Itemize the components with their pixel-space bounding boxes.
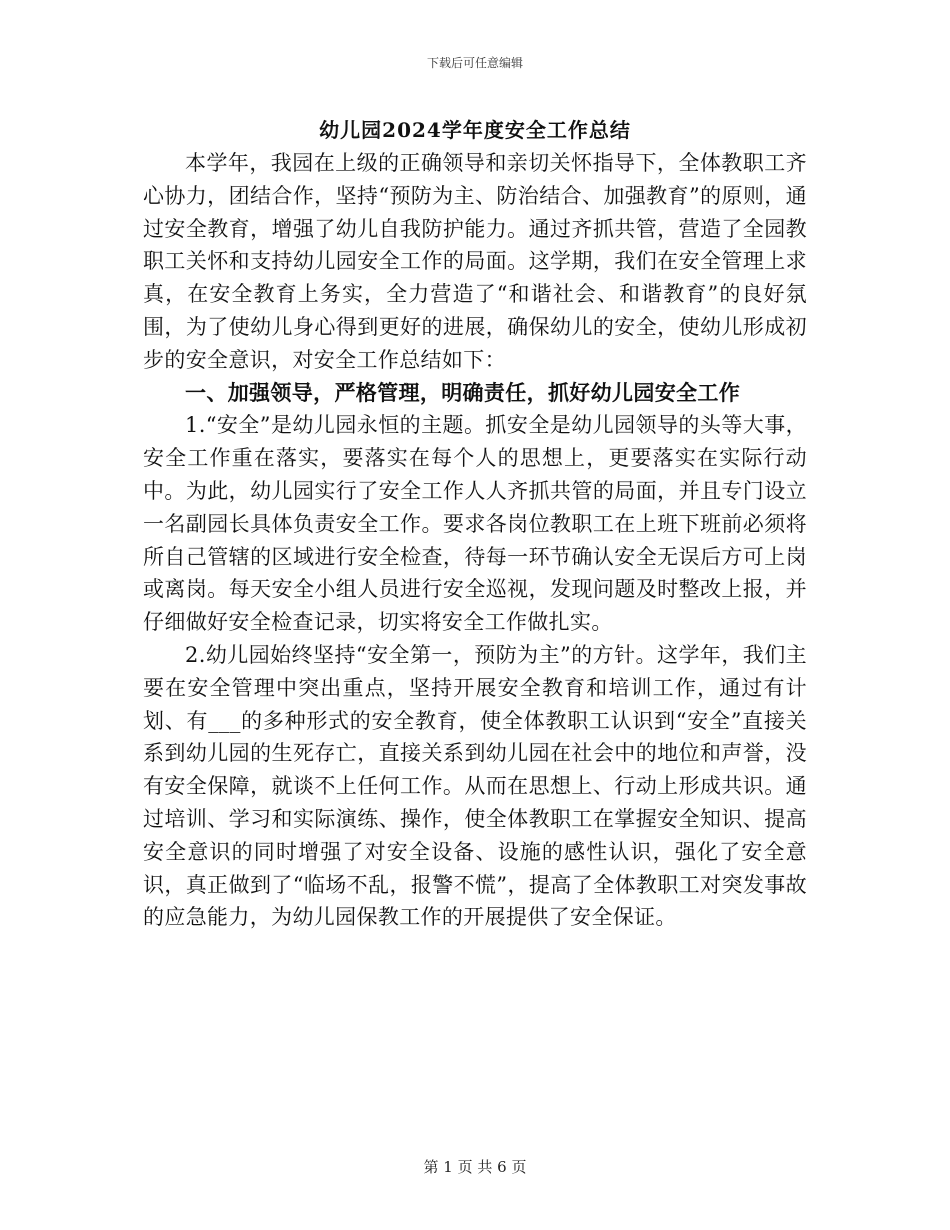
page-number: 第 1 页 共 6 页 bbox=[423, 1158, 527, 1176]
header-note: 下载后可任意编辑 bbox=[426, 56, 523, 70]
section-paragraph-1: 1.“安全”是幼儿园永恒的主题。抓安全是幼儿园领导的头等大事，安全工作重在落实，要落实在每个人的思想上，更要落实在实际行动中。为此，幼儿园实行了安全工作人人齐抓共管的局面，并且专门设立一名副园长具体负责安全工作。要求各岗位教职工在上班下班前必须将所自己管辖的区域进行安全检查，待每一环节确认安全无误后方可上岗或离岗。每天安全小组人员进行安全巡视，发现问题及时整改上报，并仔细做好安全检查记录，切实将安全工作做扎实。 bbox=[143, 413, 807, 635]
document-body bbox=[143, 147, 807, 934]
section-paragraph-2: 2.幼儿园始终坚持“安全第一，预防为主”的方针。这学年，我们主要在安全管理中突出重点，坚持开展安全教育和培训工作，通过有计划、有___的多种形式的安全教育，使全体教职工认识到“安全”直接关系到幼儿园的生死存亡，直接关系到幼儿园在社会中的地位和声誉，没有安全保障，就谈不上任何工作。从而在思想上、行动上形成共识。通过培训、学习和实际演练、操作，使全体教职工在掌握安全知识、提高安全意识的同时增强了对安全设备、设施的感性认识，强化了安全意识，真正做到了“临场不乱，报警不慌”，提高了全体教职工对突发事故的应急能力，为幼儿园保教工作的开展提供了安全保证。 bbox=[143, 642, 807, 930]
intro-paragraph: 本学年，我园在上级的正确领导和亲切关怀指导下，全体教职工齐心协力，团结合作，坚持“预防为主、防治结合、加强教育”的原则，通过安全教育，增强了幼儿自我防护能力。通过齐抓共管，营造了全园教职工关怀和支持幼儿园安全工作的局面。这学期，我们在安全管理上求真，在安全教育上务实，全力营造了“和谐社会、和谐教育”的良好氛围，为了使幼儿身心得到更好的进展，确保幼儿的安全，使幼儿形成初步的安全意识，对安全工作总结如下： bbox=[143, 151, 807, 372]
section-heading: 一、加强领导，严格管理，明确责任，抓好幼儿园安全工作 bbox=[185, 379, 741, 405]
document-title: 幼儿园2024学年度安全工作总结 bbox=[319, 118, 631, 142]
